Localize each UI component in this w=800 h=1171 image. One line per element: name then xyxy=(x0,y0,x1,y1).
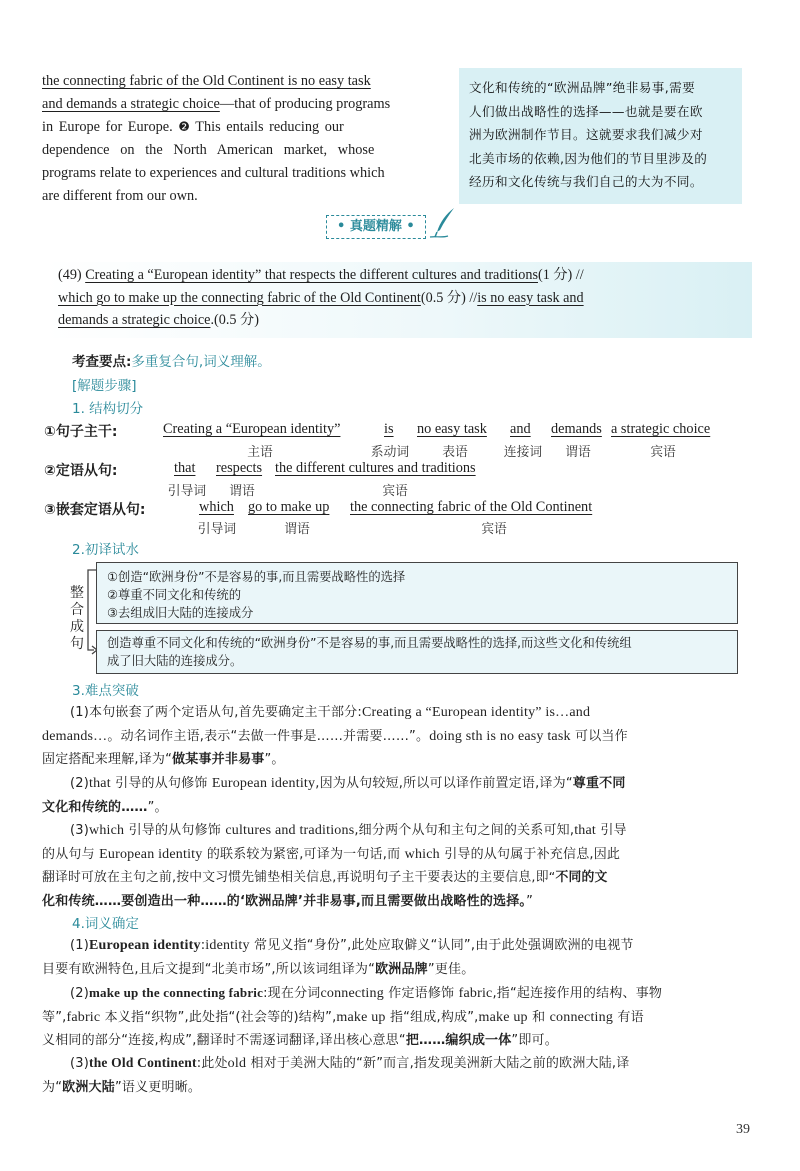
text: 文化和传统的…… xyxy=(42,799,148,815)
row3-label-relative: 引导词 xyxy=(197,522,237,537)
text: :此处 xyxy=(196,1056,228,1071)
text: :现在分词 xyxy=(263,986,321,1001)
steps-label: [解题步骤] xyxy=(72,378,137,394)
row3-head: ③嵌套定语从句: xyxy=(44,502,146,518)
text: 的联系较为紧密,可译为一句话,而 xyxy=(206,846,401,862)
item-2: ②尊重不同文化和传统的 xyxy=(107,588,241,602)
section-header: • 真题精解 • xyxy=(326,215,426,239)
text: ”语义更明晰。 xyxy=(114,1079,202,1095)
row1-subject: Creating a “European identity” xyxy=(163,421,341,437)
text: 。动名词作主语,表示“去做一件事是……并需要……”。 xyxy=(107,728,430,744)
difficulty-2 xyxy=(42,772,758,819)
text: ”即可。 xyxy=(511,1033,558,1048)
difficulty-3 xyxy=(42,819,758,913)
difficulty-1 xyxy=(42,701,758,772)
passage xyxy=(42,70,446,208)
text: 的从句与 xyxy=(42,846,95,862)
row1-label-conj: 连接词 xyxy=(503,445,543,460)
text: ”。 xyxy=(147,799,168,815)
answer-part-2: which go to make up the connecting fabric of the Old Continent xyxy=(58,289,421,306)
items-box xyxy=(96,562,738,624)
word-2: (2)make up the connecting fabric:现在分词connecting 作定语修饰 fabric,指“起连接作用的结构、事物 等”,fabric 本义指“织物”,此处指“(社会等的)结构”,make up 指“组成,构成”,make up 和 connecting 有语 义相同的部分“连接,构成”,翻译时不需逐词翻译,译出核心意思“把……编织成一体”即可。 xyxy=(42,985,663,1048)
answer-part-3: is no easy task and xyxy=(477,289,584,306)
row3-label-object: 宾语 xyxy=(481,522,507,537)
text: make up xyxy=(336,1009,386,1025)
text: 引导的从句修饰 xyxy=(115,776,208,791)
row3-object: the connecting fabric of the Old Continent xyxy=(350,499,593,515)
text: make up the connecting fabric xyxy=(89,985,264,1000)
row1-label-subject: 主语 xyxy=(247,445,273,460)
text: cultures and traditions xyxy=(225,823,355,838)
word-1: (1)European identity:identity 常见义指“身份”,此处应取僻义“认同”,由于此处强调欧洲的电视节 目要有欧洲特色,且后文提到“北美市场”,所以该词组译为“欧洲品牌”更佳。 xyxy=(42,938,634,977)
answer-score-2: (0.5 分) // xyxy=(420,289,478,306)
translation-box xyxy=(459,68,742,204)
item-1: ①创造“欧洲身份”不是容易的事,而且需要战略性的选择 xyxy=(107,570,406,584)
text: 做某事并非易事 xyxy=(172,752,265,767)
passage-line-2: and demands a strategic choice xyxy=(42,96,220,112)
text: 作定语修饰 xyxy=(388,986,455,1001)
answer-score-1: (1 分) // xyxy=(537,267,584,283)
text: (1)本句嵌套了两个定语从句,首先要确定主干部分: xyxy=(70,705,362,720)
text: European identity xyxy=(211,776,316,791)
key-points xyxy=(72,350,271,370)
row1-label-verb: 系动词 xyxy=(370,445,410,460)
text: 目要有欧洲特色,且后文提到“北美市场”,所以该词组译为“ xyxy=(42,961,376,977)
text: 为“ xyxy=(42,1079,63,1095)
row1-head: ①句子主干: xyxy=(44,424,118,440)
row2-label-predicate: 谓语 xyxy=(229,484,255,499)
text: European identity xyxy=(89,938,201,953)
text: connecting xyxy=(320,986,384,1001)
translation-line: 洲为欧洲制作节目。这就要求我们减少对 xyxy=(469,127,703,142)
text: doing sth is no easy task xyxy=(429,728,571,744)
text: (2) xyxy=(70,776,90,791)
text: (3) xyxy=(70,823,90,838)
row1-predicate: demands xyxy=(551,421,602,437)
text: : xyxy=(200,938,206,953)
item-3: ③去组成旧大陆的连接成分 xyxy=(107,606,254,620)
text: make up xyxy=(478,1009,528,1025)
passage-line-5: programs relate to experiences and cultural traditions which xyxy=(42,165,385,181)
text: 义相同的部分“连接,构成”,翻译时不需逐词翻译,译出核心意思“ xyxy=(42,1033,406,1048)
text: fabric xyxy=(458,986,493,1001)
text: which xyxy=(404,846,440,862)
text: 引导 xyxy=(600,823,627,838)
result-line-1: 创造尊重不同文化和传统的“欧洲身份”不是容易的事,而且需要战略性的选择,而这些文化和传统组 xyxy=(107,636,632,650)
sentence-marker: ❷ xyxy=(178,120,190,135)
heading-structure: 1. 结构切分 xyxy=(72,401,144,417)
heading-difficulties: 3.难点突破 xyxy=(72,683,139,699)
text: that xyxy=(89,776,111,791)
text: 欧洲品牌 xyxy=(375,961,428,977)
text: connecting xyxy=(549,1009,614,1025)
passage-line-3: in Europe for Europe. xyxy=(42,119,173,135)
text: 和 xyxy=(532,1009,546,1025)
passage-line-2b: —that of producing programs xyxy=(219,96,391,112)
text: 有语 xyxy=(617,1009,644,1025)
key-points-label: 考查要点: xyxy=(72,354,132,370)
text: ,细分两个从句和主句之间的关系可知, xyxy=(354,823,575,838)
passage-line-3b: This entails reducing our xyxy=(195,119,344,135)
row3-relative: which xyxy=(199,499,234,515)
row1-verb: is xyxy=(384,421,394,437)
key-points-value: 多重复合句,词义理解。 xyxy=(131,354,271,370)
text: 本义指“织物”,此处指“(社会等的)结构”, xyxy=(104,1009,337,1025)
text: 固定搭配来理解,译为“ xyxy=(42,752,173,767)
text: 引导的从句修饰 xyxy=(128,823,221,838)
row1-object: a strategic choice xyxy=(611,421,711,437)
quill-pen-icon xyxy=(428,206,458,240)
result-line-2: 成了旧大陆的连接成分。 xyxy=(107,654,243,668)
row2-predicate: respects xyxy=(216,460,263,476)
text: ”更佳。 xyxy=(427,961,475,977)
text: 化和传统……要创造出一种……的‘欧洲品牌’并非易事,而且需要做出战略性的选择。 xyxy=(42,893,527,909)
row1-conj: and xyxy=(510,421,531,437)
text: identity xyxy=(205,938,250,953)
row1-predicative: no easy task xyxy=(417,421,487,437)
passage-line-4: dependence on the North American market, whose xyxy=(42,142,375,158)
passage-line-6: are different from our own. xyxy=(42,188,198,204)
row2-object: the different cultures and traditions xyxy=(275,460,476,476)
translation-line: 人们做出战略性的选择——也就是要在欧 xyxy=(469,103,703,119)
text: 指“组成,构成”, xyxy=(389,1009,479,1025)
text: 常见义指“身份”,此处应取僻义“认同”,由于此处强调欧洲的电视节 xyxy=(254,938,634,953)
text: 相对于美洲大陆的“新”而言,指发现美洲新大陆之前的欧洲大陆,译 xyxy=(250,1056,630,1071)
result-box xyxy=(96,630,738,674)
text: 可以当作 xyxy=(575,728,628,744)
answer-part-1: Creating a “European identity” that respects the different cultures and traditions xyxy=(85,267,538,283)
text: European identity xyxy=(99,846,203,862)
answer-score-3: .(0.5 分) xyxy=(210,312,259,328)
row1-label-predicate: 谓语 xyxy=(565,445,591,460)
text: demands… xyxy=(42,728,108,744)
row2-label-relative: 引导词 xyxy=(167,484,207,499)
passage-line-1: the connecting fabric of the Old Continent is no easy task xyxy=(42,73,371,89)
text: 等”, xyxy=(42,1009,67,1025)
answer-box xyxy=(44,262,752,338)
page-number: 39 xyxy=(736,1122,750,1137)
question-number: (49) xyxy=(58,267,82,283)
text: ” xyxy=(526,893,534,909)
answer-part-4: demands a strategic choice xyxy=(58,312,211,328)
text: ,指“起连接作用的结构、事物 xyxy=(492,986,663,1001)
row3-label-predicate: 谓语 xyxy=(284,522,310,537)
text: that xyxy=(574,823,597,838)
row3-predicate: go to make up xyxy=(248,499,330,515)
word-3: (3)the Old Continent:此处old 相对于美洲大陆的“新”而言,指发现美洲新大陆之前的欧洲大陆,译 为“欧洲大陆”语义更明晰。 xyxy=(42,1055,630,1095)
text: ”。 xyxy=(264,752,285,767)
heading-first-translation: 2.初译试水 xyxy=(72,542,139,558)
text: fabric xyxy=(66,1009,101,1025)
translation-line: 经历和文化传统与我们自己的大为不同。 xyxy=(469,174,703,189)
text: 不同的文 xyxy=(555,870,608,885)
row2-label-object: 宾语 xyxy=(382,484,408,499)
row2-relative: that xyxy=(174,460,196,476)
text: 把……编织成一体 xyxy=(405,1033,512,1048)
text: 引导的从句属于补充信息,因此 xyxy=(444,846,621,862)
text: old xyxy=(227,1056,247,1071)
text: the Old Continent xyxy=(89,1055,197,1070)
row1-label-predicative: 表语 xyxy=(442,445,468,460)
text: ,因为从句较短,所以可以译作前置定语,译为“ xyxy=(315,776,573,791)
text: 欧洲大陆 xyxy=(62,1079,115,1095)
text: Creating a “European identity” is…and xyxy=(361,705,591,720)
text: which xyxy=(89,823,125,838)
translation-line: 文化和传统的“欧洲品牌”绝非易事,需要 xyxy=(469,80,696,95)
row2-head: ②定语从句: xyxy=(44,463,118,479)
heading-word-meaning: 4.词义确定 xyxy=(72,916,139,932)
side-label: 整合成句 xyxy=(70,585,84,652)
text: 尊重不同 xyxy=(572,776,626,791)
row1-label-object: 宾语 xyxy=(650,445,676,460)
text: 翻译时可放在主句之前,按中文习惯先铺垫相关信息,再说明句子主干要表达的主要信息,即“ xyxy=(42,870,556,885)
translation-line: 北美市场的依赖,因为他们的节目里涉及的 xyxy=(469,150,708,166)
